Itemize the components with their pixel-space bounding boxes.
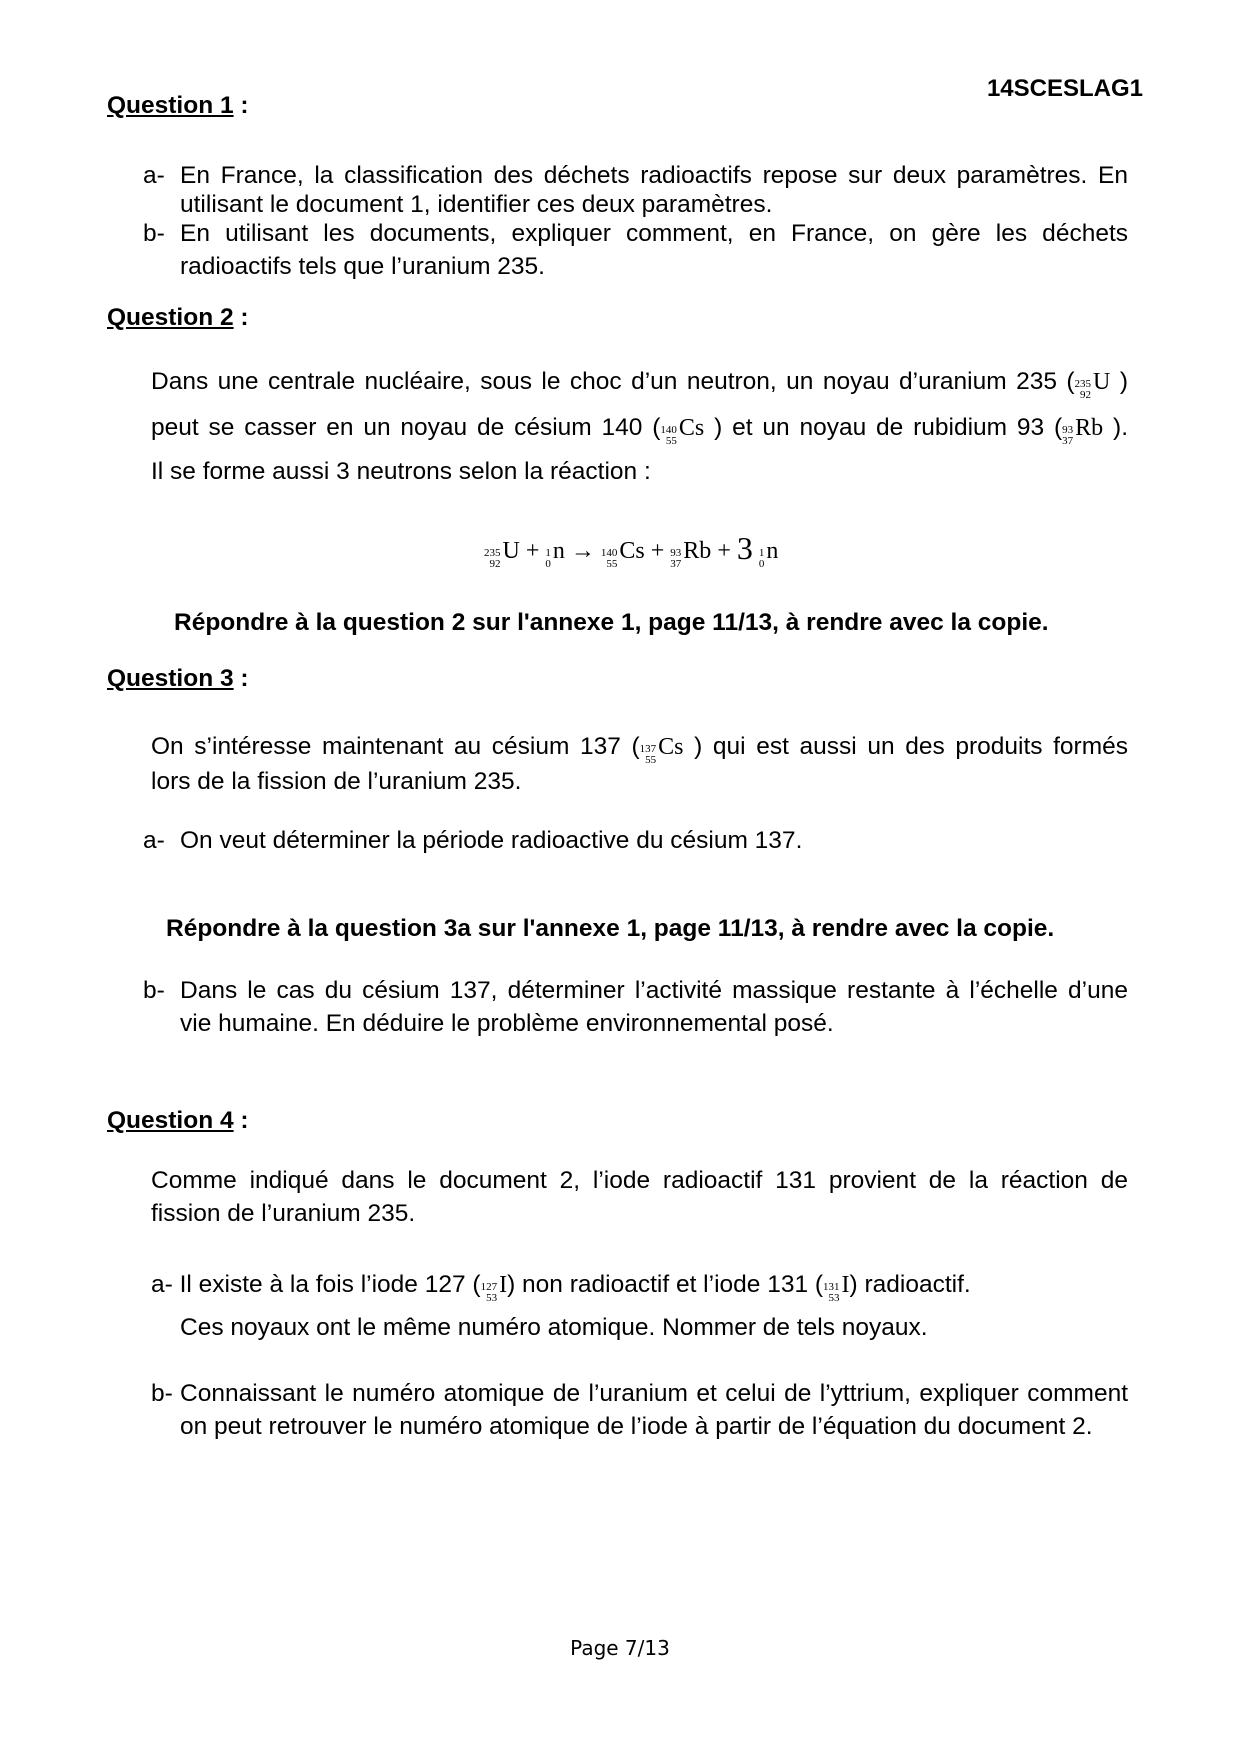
eq-n1-symbol: n bbox=[552, 538, 565, 564]
q2-p1-text-a: Dans une centrale nucléaire, sous le choc d’un neutron, un noyau d’uranium 235 ( bbox=[151, 368, 1075, 395]
q3-b-marker: b- bbox=[143, 977, 165, 1004]
eq-n2-atomic: 0 bbox=[758, 558, 765, 570]
q4-a1-text-b: ) non radioactif et l’iode 131 ( bbox=[507, 1271, 824, 1298]
question-3-title: Question 3 bbox=[107, 665, 234, 692]
q2-answer-instruction: Répondre à la question 2 sur l'annexe 1, page 11/13, à rendre avec la copie. bbox=[174, 609, 1049, 636]
eq-cs140-symbol: Cs bbox=[619, 538, 645, 564]
question-1-heading bbox=[107, 91, 249, 121]
q4-a-line1 bbox=[151, 1270, 971, 1304]
question-1-title: Question 1 bbox=[107, 92, 234, 119]
q4-a-marker: a- bbox=[151, 1271, 173, 1298]
nuclide-cs140 bbox=[660, 413, 704, 447]
cs140-symbol: Cs bbox=[678, 415, 705, 441]
eq-n2-mass: 1 bbox=[758, 547, 765, 559]
rb93-mass: 93 bbox=[1062, 424, 1074, 436]
u235-symbol: U bbox=[1093, 369, 1111, 395]
question-4-heading bbox=[107, 1106, 249, 1136]
question-3-heading bbox=[107, 664, 249, 694]
cs140-atomic: 55 bbox=[665, 435, 677, 447]
eq-plus-1: + bbox=[525, 538, 540, 564]
nuclide-i131 bbox=[823, 1270, 850, 1304]
eq-arrow: → bbox=[570, 538, 595, 564]
question-2-colon: : bbox=[240, 304, 249, 331]
q3-paragraph-line1 bbox=[151, 732, 1128, 766]
u235-mass: 235 bbox=[1074, 378, 1092, 390]
q4-b-marker: b- bbox=[151, 1380, 173, 1407]
q4-paragraph-line1: Comme indiqué dans le document 2, l’iode radioactif 131 provient de la réaction de bbox=[151, 1167, 1128, 1194]
q3-p1-text-a: On s’intéresse maintenant au césium 137 ( bbox=[151, 733, 640, 760]
question-2-heading bbox=[107, 303, 249, 333]
eq-cs140-mass: 140 bbox=[600, 547, 618, 559]
rb93-symbol: Rb bbox=[1075, 415, 1104, 441]
eq-rb93-mass: 93 bbox=[670, 547, 682, 559]
q3-b-line2: vie humaine. En déduire le problème environnemental posé. bbox=[180, 1010, 834, 1037]
cs137-atomic: 55 bbox=[645, 754, 657, 766]
eq-u235-atomic: 92 bbox=[489, 558, 501, 570]
q1-b-marker: b- bbox=[143, 220, 165, 247]
eq-rb93-symbol: Rb bbox=[683, 538, 712, 564]
q3-a-marker: a- bbox=[143, 827, 165, 854]
q2-paragraph-line2 bbox=[151, 413, 1128, 447]
eq-plus-2: + bbox=[650, 538, 665, 564]
q3-paragraph-line2: lors de la fission de l’uranium 235. bbox=[151, 768, 522, 795]
q3-b-line1: Dans le cas du césium 137, déterminer l’activité massique restante à l’échelle d’une bbox=[180, 977, 1128, 1004]
eq-u235-mass: 235 bbox=[484, 547, 501, 559]
q4-b-line2: on peut retrouver le numéro atomique de l’iode à partir de l’équation du document 2. bbox=[180, 1413, 1093, 1440]
cs140-mass: 140 bbox=[660, 424, 677, 436]
q1-a-marker: a- bbox=[143, 162, 165, 189]
u235-atomic: 92 bbox=[1080, 389, 1092, 401]
i127-atomic: 53 bbox=[486, 1292, 498, 1304]
q3-p1-text-b: ) qui est aussi un des produits formés bbox=[694, 733, 1128, 760]
eq-cs140 bbox=[601, 538, 645, 570]
q4-a-line2: Ces noyaux ont le même numéro atomique. Nommer de tels noyaux. bbox=[180, 1314, 928, 1341]
eq-n1-mass: 1 bbox=[545, 547, 551, 559]
eq-neutron-2 bbox=[759, 538, 779, 570]
q3-a-text: On veut déterminer la période radioactive du césium 137. bbox=[180, 827, 803, 854]
question-4-title: Question 4 bbox=[107, 1107, 234, 1134]
nuclide-rb93 bbox=[1062, 413, 1103, 447]
i131-atomic: 53 bbox=[828, 1292, 840, 1304]
i127-mass: 127 bbox=[480, 1281, 498, 1293]
eq-n1-atomic: 0 bbox=[545, 558, 551, 570]
question-2-title: Question 2 bbox=[107, 304, 234, 331]
q1-a-line2: utilisant le document 1, identifier ces deux paramètres. bbox=[180, 191, 773, 218]
q2-p1-text-b: ) bbox=[1119, 368, 1128, 395]
rb93-atomic: 37 bbox=[1062, 435, 1074, 447]
eq-n2-symbol: n bbox=[766, 538, 779, 564]
q2-p2-text-b: ) et un noyau de rubidium 93 ( bbox=[714, 414, 1063, 441]
eq-u235-symbol: U bbox=[502, 538, 520, 564]
eq-u235 bbox=[484, 538, 520, 570]
q2-paragraph-line1 bbox=[151, 367, 1128, 401]
q4-a1-text-a: Il existe à la fois l’iode 127 ( bbox=[179, 1271, 481, 1298]
q1-b-line2: radioactifs tels que l’uranium 235. bbox=[180, 253, 545, 280]
fission-equation bbox=[484, 530, 778, 570]
q1-a-line1: En France, la classification des déchets radioactifs repose sur deux paramètres. En bbox=[180, 162, 1128, 189]
q4-paragraph-line2: fission de l’uranium 235. bbox=[151, 1200, 416, 1227]
nuclide-u235 bbox=[1075, 367, 1111, 401]
q3-answer-instruction: Répondre à la question 3a sur l'annexe 1, page 11/13, à rendre avec la copie. bbox=[166, 915, 1055, 942]
i127-symbol: I bbox=[499, 1272, 508, 1298]
eq-coefficient: 3 bbox=[736, 530, 753, 566]
q4-a1-text-c: ) radioactif. bbox=[849, 1271, 971, 1298]
q2-p2-text-c: ). bbox=[1113, 414, 1128, 441]
i131-mass: 131 bbox=[823, 1281, 840, 1293]
eq-rb93 bbox=[670, 538, 711, 570]
question-3-colon: : bbox=[240, 665, 249, 692]
q2-p2-text-a: peut se casser en un noyau de césium 140 ( bbox=[151, 414, 661, 441]
nuclide-cs137 bbox=[640, 732, 684, 766]
question-4-colon: : bbox=[240, 1107, 249, 1134]
page-number: Page 7/13 bbox=[570, 1636, 670, 1660]
q4-b-line1: Connaissant le numéro atomique de l’uranium et celui de l’yttrium, expliquer comment bbox=[180, 1380, 1128, 1407]
i131-symbol: I bbox=[841, 1272, 850, 1298]
nuclide-i127 bbox=[481, 1270, 508, 1304]
document-code: 14SCESLAG1 bbox=[986, 75, 1143, 102]
cs137-mass: 137 bbox=[639, 743, 657, 755]
cs137-symbol: Cs bbox=[658, 734, 684, 760]
question-1-colon: : bbox=[240, 92, 249, 119]
eq-cs140-atomic: 55 bbox=[606, 558, 618, 570]
eq-plus-3: + bbox=[717, 538, 731, 564]
eq-rb93-atomic: 37 bbox=[670, 558, 682, 570]
eq-neutron-1 bbox=[545, 538, 565, 570]
q1-b-line1: En utilisant les documents, expliquer comment, en France, on gère les déchets bbox=[180, 220, 1128, 247]
q2-paragraph-line3: Il se forme aussi 3 neutrons selon la réaction : bbox=[151, 458, 651, 485]
